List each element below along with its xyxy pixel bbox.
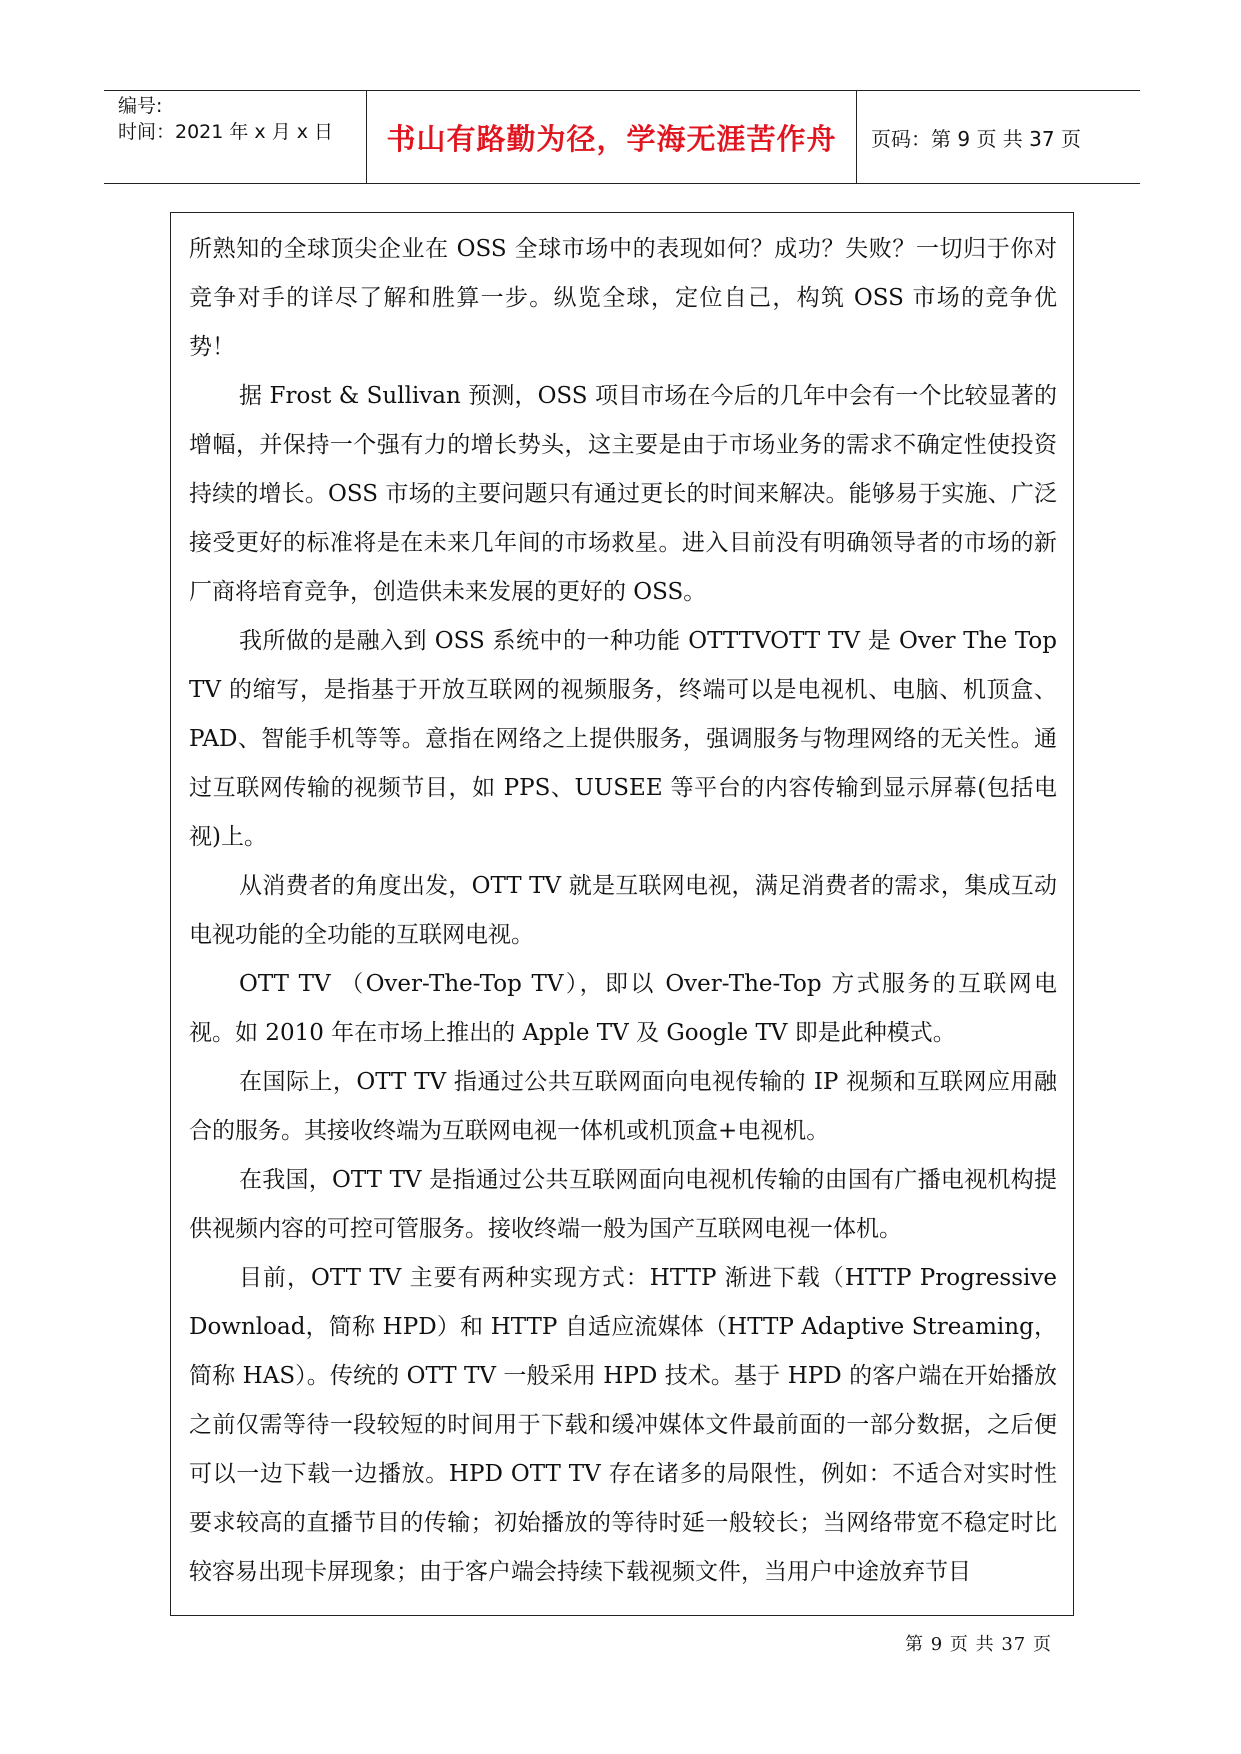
body-text: [189, 225, 1057, 1597]
paragraph: 据 Frost & Sullivan 预测，OSS 项目市场在今后的几年中会有一个比较显著的增幅，并保持一个强有力的增长势头，这主要是由于市场业务的需求不确定性使投资持续的增长。OSS 市场的主要问题只有通过更长的时间来解决。能够易于实施、广泛接受更好的标准将是在未来几年间的市场救星。进入目前没有明确领导者的市场的新厂商将培育竞争，创造供未来发展的更好的 OSS。: [189, 383, 1057, 605]
paragraph: 我所做的是融入到 OSS 系统中的一种功能 OTTTVOTT TV 是 Over The Top TV 的缩写，是指基于开放互联网的视频服务，终端可以是电视机、电脑、机顶盒、PAD、智能手机等等。意指在网络之上提供服务，强调服务与物理网络的无关性。通过互联网传输的视频节目，如 PPS、UUSEE 等平台的内容传输到显示屏幕(包括电视)上。: [189, 628, 1057, 850]
content-frame: [170, 212, 1074, 1616]
number-label: 编号:: [118, 95, 163, 117]
paragraph: 在国际上，OTT TV 指通过公共互联网面向电视传输的 IP 视频和互联网应用融合的服务。其接收终端为互联网电视一体机或机顶盒+电视机。: [189, 1069, 1057, 1144]
paragraph: OTT TV （Over-The-Top TV），即以 Over-The-Top 方式服务的互联网电视。如 2010 年在市场上推出的 Apple TV 及 Google TV 即是此种模式。: [189, 971, 1057, 1046]
header-motto-cell: [367, 91, 857, 183]
paragraph: 目前，OTT TV 主要有两种实现方式：HTTP 渐进下载（HTTP Progressive Download，简称 HPD）和 HTTP 自适应流媒体（HTTP Adaptive Streaming，简称 HAS）。传统的 OTT TV 一般采用 HPD 技术。基于 HPD 的客户端在开始播放之前仅需等待一段较短的时间用于下载和缓冲媒体文件最前面的一部分数据，之后便可以一边下载一边播放。HPD OTT TV 存在诸多的局限性，例如：不适合对实时性要求较高的直播节目的传输；初始播放的等待时延一般较长；当网络带宽不稳定时比较容易出现卡屏现象；由于客户端会持续下载视频文件，当用户中途放弃节目: [189, 1265, 1057, 1585]
paragraph: 在我国，OTT TV 是指通过公共互联网面向电视机传输的由国有广播电视机构提供视频内容的可控可管服务。接收终端一般为国产互联网电视一体机。: [189, 1167, 1057, 1242]
paragraph: 从消费者的角度出发，OTT TV 就是互联网电视，满足消费者的需求，集成互动电视功能的全功能的互联网电视。: [189, 873, 1057, 948]
page-footer: 第 9 页 共 37 页: [905, 1634, 1052, 1655]
paragraph: 所熟知的全球顶尖企业在 OSS 全球市场中的表现如何？成功？失败？一切归于你对竞争对手的详尽了解和胜算一步。纵览全球，定位自己，构筑 OSS 市场的竞争优势！: [189, 236, 1057, 360]
header-page-cell: [857, 91, 1140, 183]
time-label: 时间：2021 年 x 月 x 日: [118, 121, 334, 143]
header-meta-cell: [104, 91, 367, 183]
page-info: 页码：第 9 页 共 37 页: [871, 127, 1081, 151]
motto: 书山有路勤为径，学海无涯苦作舟: [386, 122, 837, 156]
document-header: [104, 90, 1140, 184]
